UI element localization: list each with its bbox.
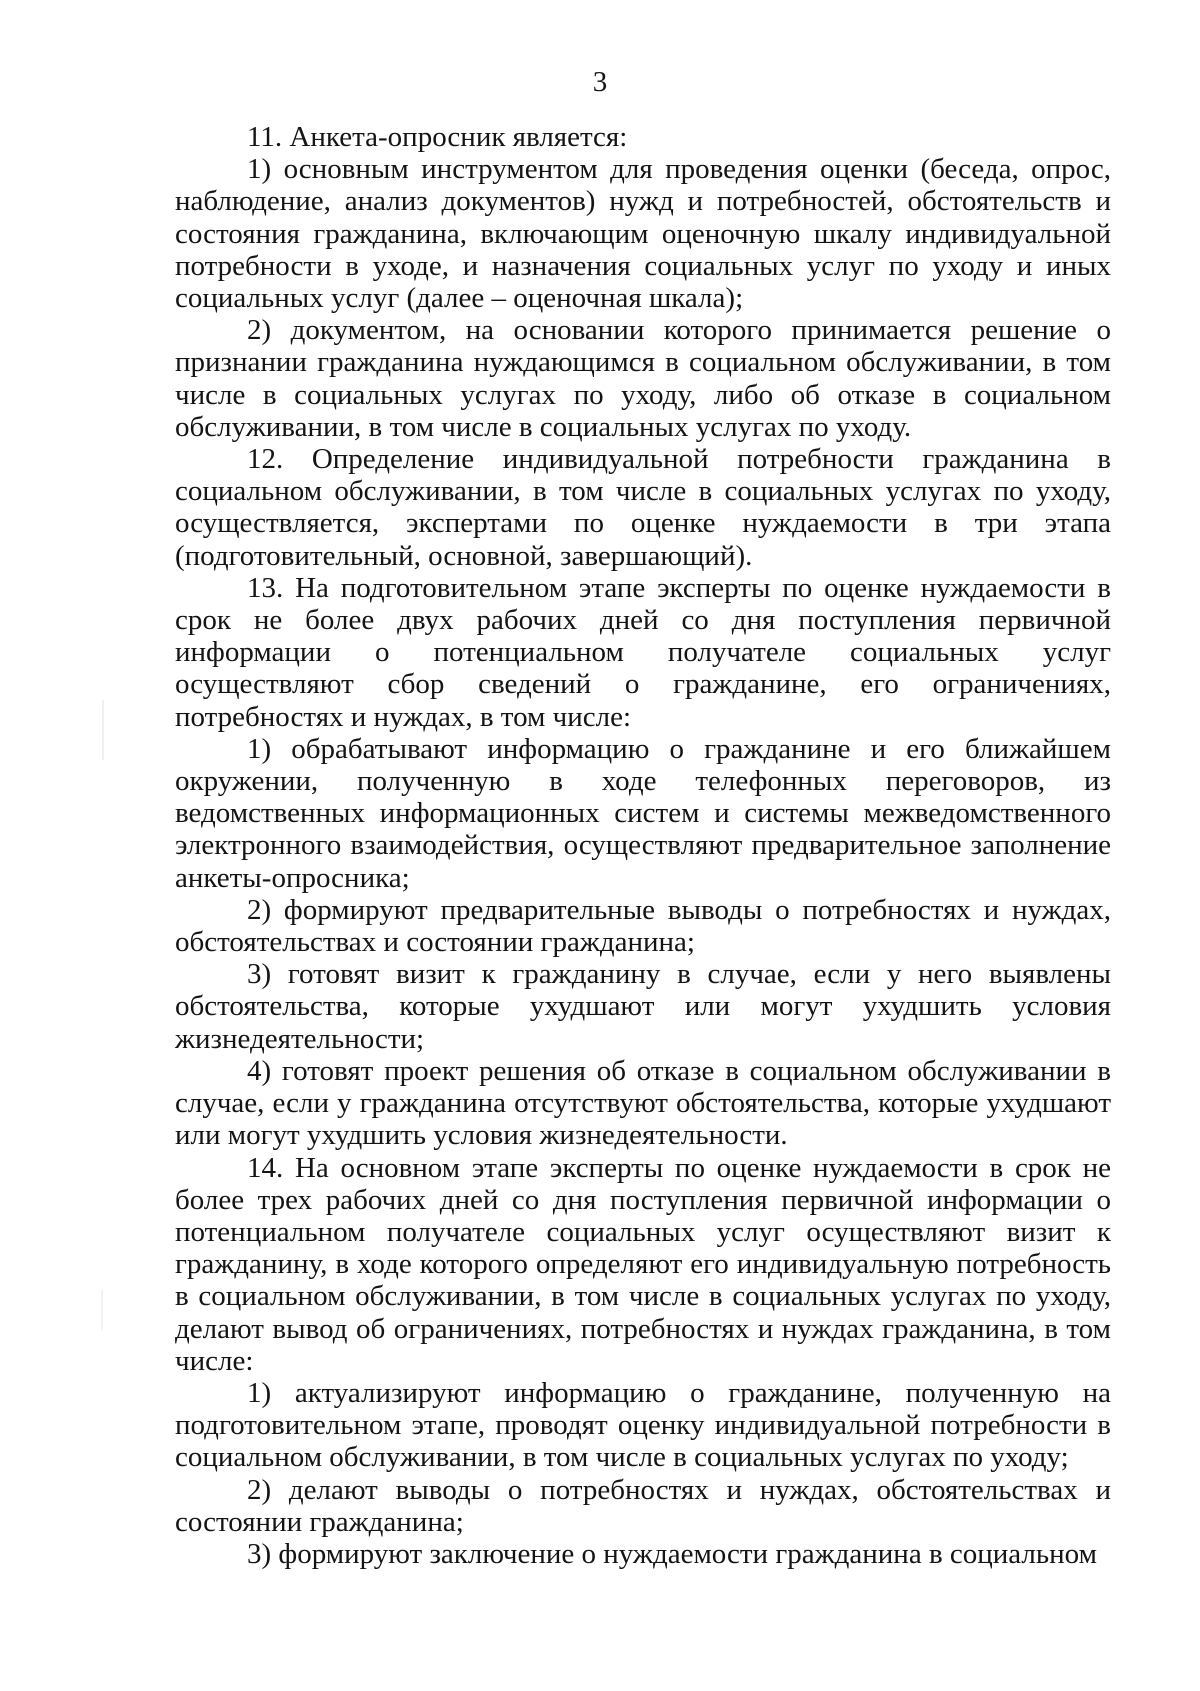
paragraph-13-item-2: 2) формируют предварительные выводы о потребностях и нуждах, обстоятельствах и состоянии гражданина;: [175, 893, 1111, 959]
paragraph-13: 13. На подготовительном этапе эксперты по оценке нуждаемости в срок не более двух рабочих дней со дня поступления первичной информации о потенциальном получателе социальных услуг осуществляют сбор сведений о гражданине, его ограничениях, потребностях и нуждах, в том числе:: [175, 571, 1111, 733]
paragraph-14-item-1: 1) актуализируют информацию о гражданине, полученную на подготовительном этапе, проводят оценку индивидуальной потребности в социальном обслуживании, в том числе в социальных услугах по уходу;: [175, 1376, 1111, 1474]
paragraph-13-item-4: 4) готовят проект решения об отказе в социальном обслуживании в случае, если у гражданина отсутствуют обстоятельства, которые ухудшают или могут ухудшить условия жизнедеятельности.: [175, 1054, 1111, 1152]
document-body: [175, 121, 1111, 1570]
paragraph-14-item-2: 2) делают выводы о потребностях и нуждах, обстоятельствах и состоянии гражданина;: [175, 1473, 1111, 1538]
paragraph-11-item-2: 2) документом, на основании которого принимается решение о признании гражданина нуждающимся в социальном обслуживании, в том числе в социальных услугах по уходу, либо об отказе в социальном обслуживании, в том числе в социальных услугах по уходу.: [175, 314, 1111, 443]
paragraph-14-item-3: 3) формируют заключение о нуждаемости гражданина в социальном: [247, 1537, 1097, 1570]
paragraph-12: 12. Определение индивидуальной потребности гражданина в социальном обслуживании, в том числе в социальных услугах по уходу, осуществляется, экспертами по оценке нуждаемости в три этапа (подготовительный, основной, завершающий).: [175, 443, 1111, 572]
paragraph-13-item-1: 1) обрабатывают информацию о гражданине и его ближайшем окружении, полученную в ходе телефонных переговоров, из ведомственных информационных систем и системы межведомственного электронного взаимодействия, осуществляют предварительное заполнение анкеты-опросника;: [175, 732, 1111, 894]
page-number: 3: [592, 66, 608, 98]
paragraph-11-heading: 11. Анкета-опросник является:: [247, 121, 628, 153]
paragraph-11-item-1: 1) основным инструментом для проведения оценки (беседа, опрос, наблюдение, анализ документов) нужд и потребностей, обстоятельств и состояния гражданина, включающим оценочную шкалу индивидуальной потребности в уходе, и назначения социальных услуг по уходу и иных социальных услуг (далее – оценочная шкала);: [175, 153, 1111, 315]
paragraph-13-item-3: 3) готовят визит к гражданину в случае, если у него выявлены обстоятельства, которые ухудшают или могут ухудшить условия жизнедеятельности;: [175, 958, 1111, 1055]
paragraph-14: 14. На основном этапе эксперты по оценке нуждаемости в срок не более трех рабочих дней со дня поступления первичной информации о потенциальном получателе социальных услуг осуществляют визит к гражданину, в ходе которого определяют его индивидуальную потребность в социальном обслуживании, в том числе в социальных услугах по уходу, делают вывод об ограничениях, потребностях и нуждах гражданина, в том числе:: [175, 1151, 1111, 1377]
